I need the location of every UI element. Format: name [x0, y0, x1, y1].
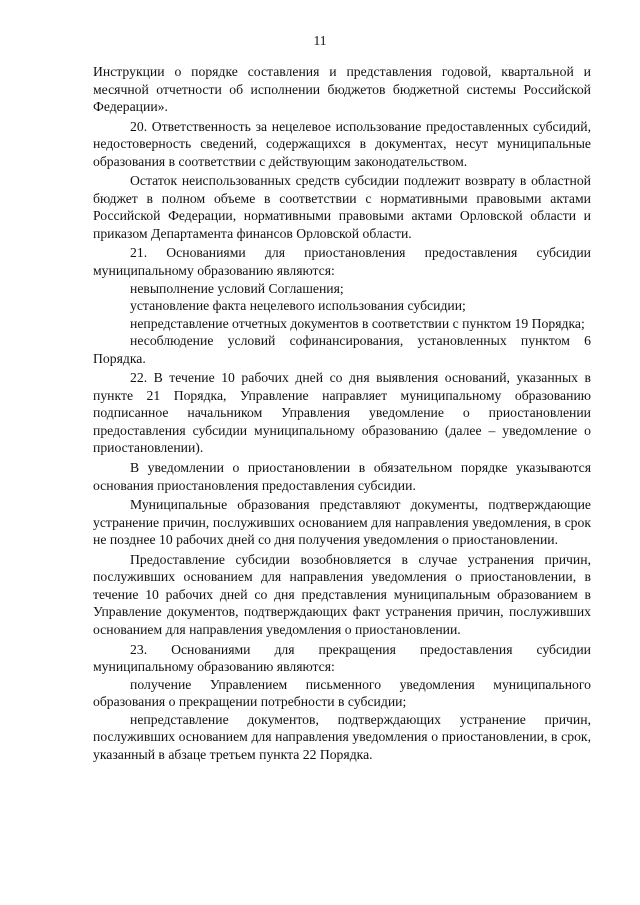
paragraph-resumption: Предоставление субсидии возобновляется в случае устранения причин, послуживших основанием для направления уведомления о приостановлении, в течение 10 рабочих дней со дня представления муниципальным образованием в Управление документов, подтверждающих факт устранения причин, послуживших основанием для направления уведомления о приостановлении. — [93, 551, 591, 637]
list-item: несоблюдение условий софинансирования, установленных пунктом 6 Порядка. — [93, 333, 591, 366]
list-item: непредставление документов, подтверждающих устранение причин, послуживших основанием для направления уведомления о приостановлении, в срок, указанный в абзаце третьем пункта 22 Порядка. — [93, 711, 591, 762]
paragraph-subsidy-return: Остаток неиспользованных средств субсидии подлежит возврату в областной бюджет в полном объеме в соответствии с нормативными правовыми актами Российской Федерации, нормативными правовыми актами Орловской области и приказом Департамента финансов Орловской области. — [93, 173, 591, 241]
list-item: непредставление отчетных документов в соответствии с пунктом 19 Порядка; — [130, 315, 585, 331]
document-body — [93, 63, 591, 763]
list-item: установление факта нецелевого использования субсидии; — [130, 298, 466, 314]
paragraph-continuation: Инструкции о порядке составления и представления годовой, квартальной и месячной отчетности об исполнении бюджетов бюджетной системы Российской Федерации». — [93, 64, 591, 115]
paragraph-documents: Муниципальные образования представляют документы, подтверждающие устранение причин, послуживших основанием для направления уведомления, в срок не позднее 10 рабочих дней со дня получения уведомления о приостановлении. — [93, 497, 591, 548]
list-item: получение Управлением письменного уведомления муниципального образования о прекращении потребности в субсидии; — [93, 676, 591, 710]
paragraph-20: 20. Ответственность за нецелевое использование предоставленных субсидий, недостоверность сведений, содержащихся в документах, несут муниципальные образования в соответствии с действующим законодательством. — [93, 118, 591, 169]
paragraph-notice-grounds: В уведомлении о приостановлении в обязательном порядке указываются основания приостановления предоставления субсидии. — [93, 460, 591, 493]
paragraph-22: 22. В течение 10 рабочих дней со дня выявления оснований, указанных в пункте 21 Порядка, Управление направляет муниципальному образованию подписанное начальником Управления уведомление о приостановлении предоставления субсидии муниципальному образованию (далее – уведомление о приостановлении). — [93, 370, 591, 456]
list-item: невыполнение условий Соглашения; — [130, 280, 344, 296]
page-number: 11 — [313, 33, 327, 48]
paragraph-23: 23. Основаниями для прекращения предоставления субсидии муниципальному образованию являются: — [93, 641, 591, 675]
paragraph-21: 21. Основаниями для приостановления предоставления субсидии муниципальному образованию являются: — [93, 245, 591, 279]
